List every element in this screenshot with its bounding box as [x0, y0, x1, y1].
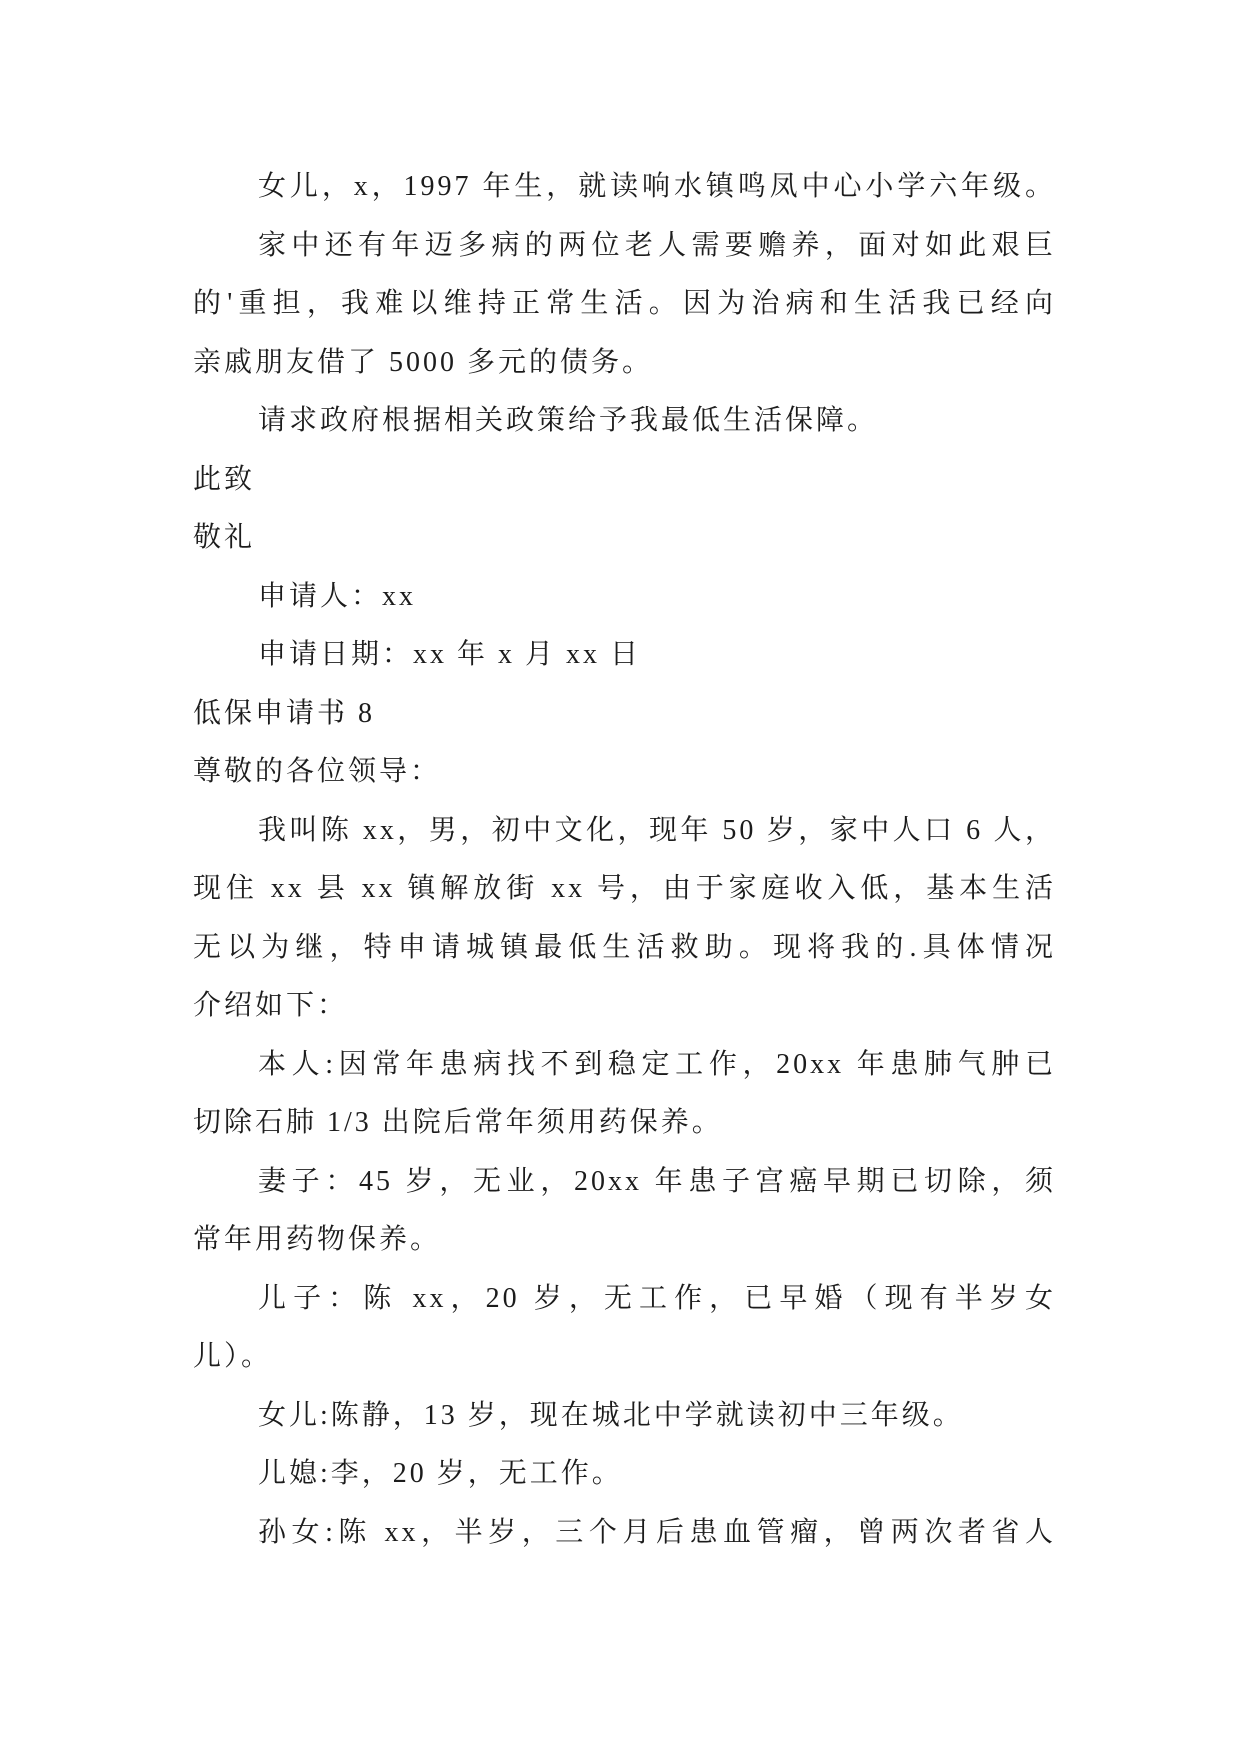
- body-text-line: 现住 xx 县 xx 镇解放街 xx 号，由于家庭收入低，基本生活: [193, 873, 1056, 904]
- body-text-line: 儿媳:李，20 岁，无工作。: [258, 1458, 623, 1489]
- body-text-line: 常年用药物保养。: [193, 1224, 442, 1255]
- body-text-line: 无以为继，特申请城镇最低生活救助。现将我的.具体情况: [193, 931, 1056, 963]
- body-text-line: 儿子：陈 xx，20 岁，无工作，已早婚（现有半岁女: [258, 1282, 1056, 1314]
- application-letter-8: [193, 685, 1056, 1563]
- signature-date: 申请日期：xx 年 x 月 xx 日: [258, 639, 642, 670]
- body-text-line: 的'重担，我难以维持正常生活。因为治病和生活我已经向: [193, 288, 1056, 319]
- body-text-line: 儿）。: [193, 1341, 273, 1372]
- document-body: [193, 158, 1056, 1562]
- closing-line: 此致: [193, 463, 256, 495]
- body-text-line: 我叫陈 xx，男，初中文化，现年 50 岁，家中人口 6 人，: [258, 814, 1056, 846]
- body-text-line: 请求政府根据相关政策给予我最低生活保障。: [258, 405, 879, 436]
- closing-line: 敬礼: [193, 522, 256, 553]
- previous-letter: [193, 158, 1056, 685]
- body-text-line: 介绍如下：: [193, 990, 349, 1021]
- body-text-line: 女儿，x，1997 年生，就读响水镇鸣凤中心小学六年级。: [258, 171, 1056, 202]
- body-text-line: 女儿:陈静，13 岁，现在城北中学就读初中三年级。: [258, 1399, 964, 1431]
- body-text-line: 孙女:陈 xx，半岁，三个月后患血管瘤，曾两次者省人: [258, 1516, 1056, 1548]
- body-text-line: 本人:因常年患病找不到稳定工作，20xx 年患肺气肿已: [258, 1048, 1056, 1080]
- body-text-line: 家中还有年迈多病的两位老人需要赡养，面对如此艰巨: [258, 229, 1056, 261]
- signature-applicant: 申请人：xx: [258, 580, 417, 612]
- document-title: 低保申请书 8: [193, 697, 376, 729]
- body-text-line: 亲戚朋友借了 5000 多元的债务。: [193, 346, 654, 378]
- body-text-line: 切除石肺 1/3 出院后常年须用药保养。: [193, 1107, 723, 1138]
- salutation: 尊敬的各位领导：: [193, 756, 442, 787]
- body-text-line: 妻子：45 岁，无业，20xx 年患子宫癌早期已切除，须: [258, 1165, 1056, 1197]
